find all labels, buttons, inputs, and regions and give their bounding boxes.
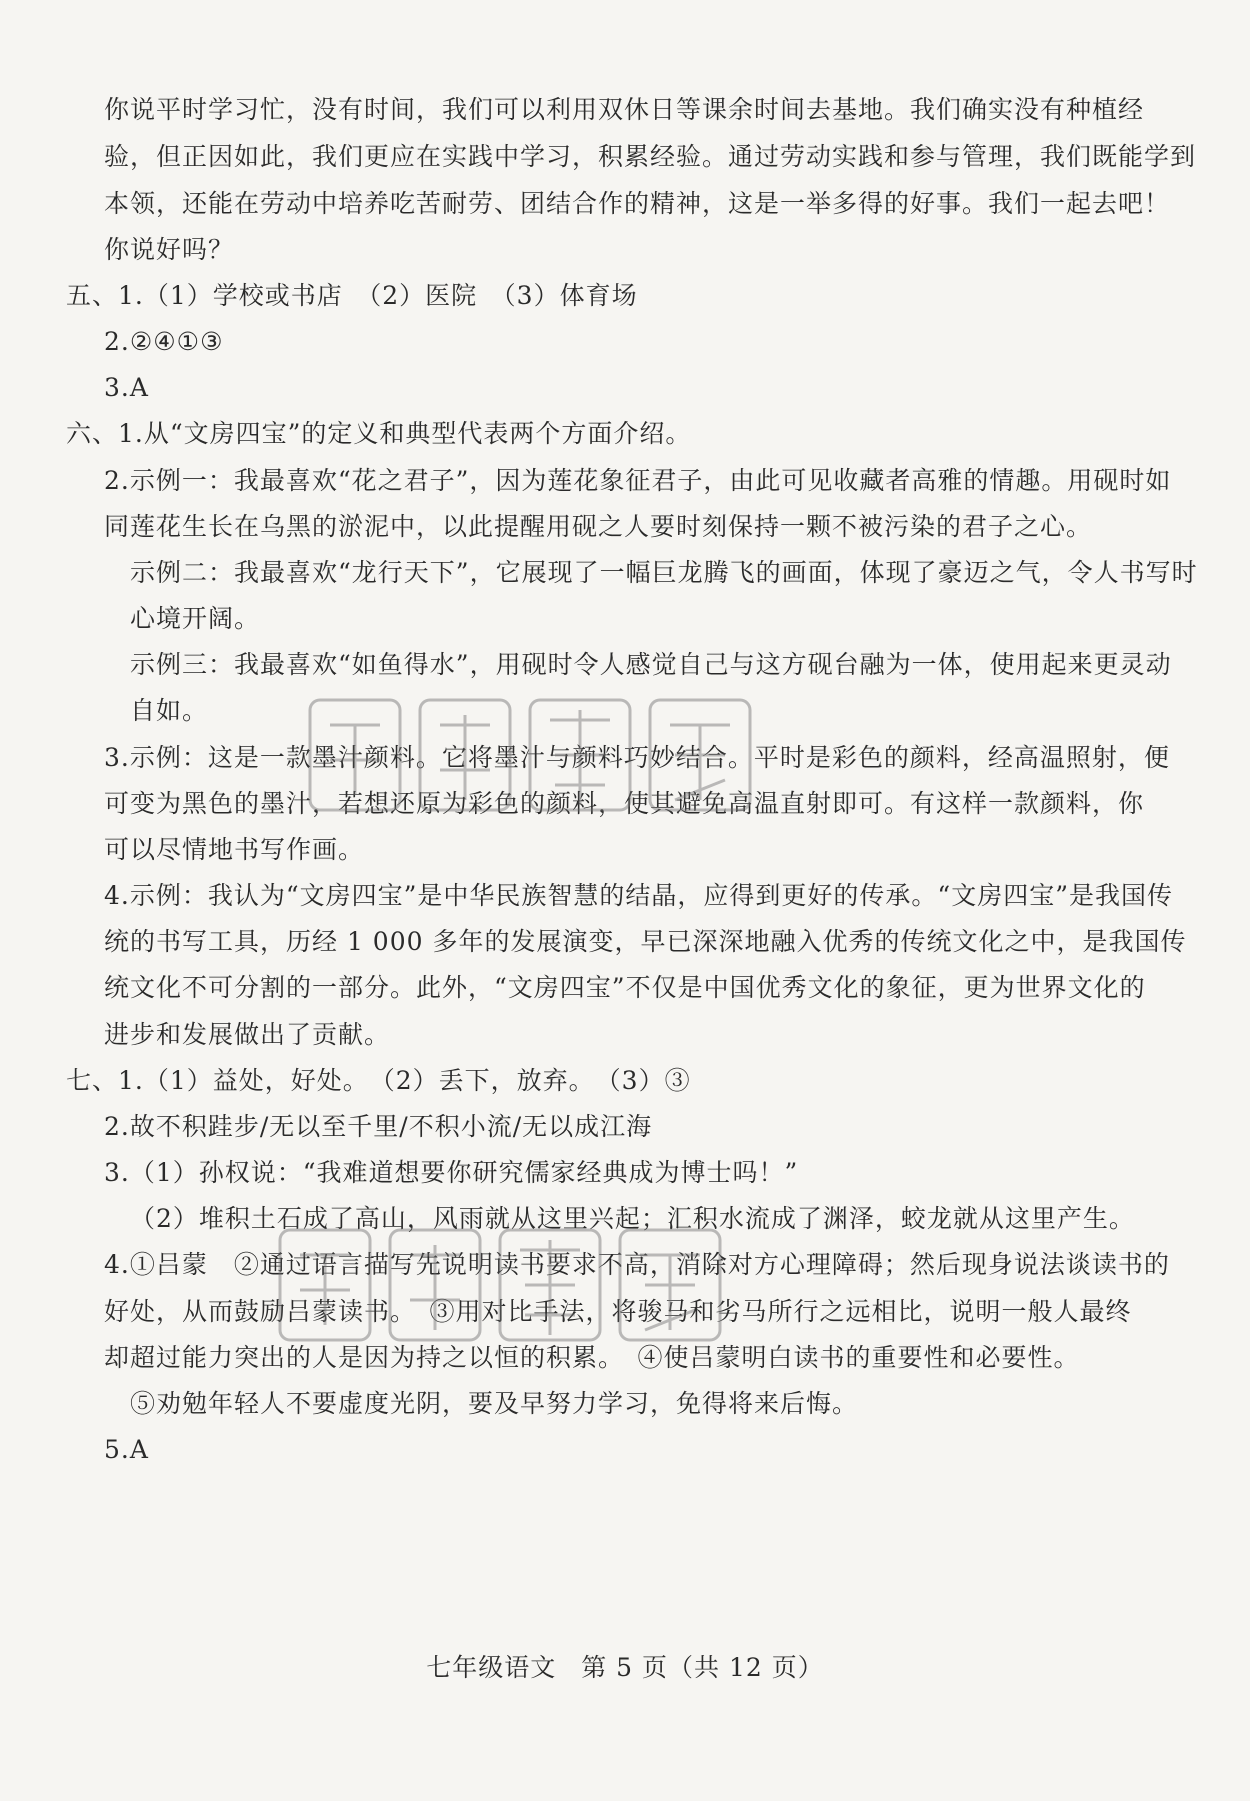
example-3: 示例三：我最喜欢“如鱼得水”，用砚时令人感觉自己与这方砚台融为一体，使用起来更灵动 <box>130 650 1172 679</box>
text-line: 你说好吗？ <box>104 235 235 264</box>
section-6-q1: 六、1.从“文房四宝”的定义和典型代表两个方面介绍。 <box>66 419 692 448</box>
text-line: 可变为黑色的墨汁，若想还原为彩色的颜料，使其避免高温直射即可。有这样一款颜料，你 <box>104 789 1145 818</box>
text-line: 却超过能力突出的人是因为持之以恒的积累。 ④使吕蒙明白读书的重要性和必要性。 <box>104 1343 1080 1372</box>
text-line: （2）堆积土石成了高山，风雨就从这里兴起；汇积水流成了渊泽，蛟龙就从这里产生。 <box>130 1204 1135 1233</box>
section-7-q1: 七、1.（1）益处，好处。 （2）丢下，放弃。 （3）③ <box>66 1066 691 1095</box>
watermark-stamp <box>300 680 760 830</box>
text-line: ⑤劝勉年轻人不要虚度光阴，要及早努力学习，免得将来后悔。 <box>130 1389 859 1418</box>
text-line: 好处，从而鼓励吕蒙读书。 ③用对比手法，将骏马和劣马所行之远相比，说明一般人最终 <box>104 1297 1132 1326</box>
example-2: 示例二：我最喜欢“龙行天下”，它展现了一幅巨龙腾飞的画面，体现了豪迈之气，令人书写时 <box>130 558 1198 587</box>
section-6-q4: 4.示例：我认为“文房四宝”是中华民族智慧的结晶，应得到更好的传承。“文房四宝”是我国传 <box>104 881 1173 910</box>
section-5-q3: 3.A <box>104 373 149 402</box>
text-line: 你说平时学习忙，没有时间，我们可以利用双休日等课余时间去基地。我们确实没有种植经 <box>104 95 1145 124</box>
section-7-q4: 4.①吕蒙 ②通过语言描写先说明读书要求不高，消除对方心理障碍；然后现身说法谈读书的 <box>104 1250 1170 1279</box>
page-footer <box>0 1652 1250 1684</box>
text-line: 可以尽情地书写作画。 <box>104 835 365 864</box>
section-7-q2: 2.故不积跬步/无以至千里/不积小流/无以成江海 <box>104 1112 653 1141</box>
text-line: 自如。 <box>130 696 209 725</box>
section-7-q5: 5.A <box>104 1435 149 1464</box>
text-line: 心境开阔。 <box>130 604 261 633</box>
text-line: 进步和发展做出了贡献。 <box>104 1020 391 1049</box>
text-line: 同莲花生长在乌黑的淤泥中，以此提醒用砚之人要时刻保持一颗不被污染的君子之心。 <box>104 512 1093 541</box>
text-line: 统的书写工具，历经 1 000 多年的发展演变，早已深深地融入优秀的传统文化之中，是我国传 <box>104 927 1187 956</box>
text-line: 统文化不可分割的一部分。此外，“文房四宝”不仅是中国优秀文化的象征，更为世界文化的 <box>104 973 1146 1002</box>
section-5-q2: 2.②④①③ <box>104 327 224 356</box>
footer-page-number: 第 5 页（共 12 页） <box>581 1653 824 1682</box>
section-5-q1: 五、1.（1）学校或书店 （2）医院 （3）体育场 <box>66 281 638 310</box>
section-6-q3: 3.示例：这是一款墨汁颜料。它将墨汁与颜料巧妙结合。平时是彩色的颜料，经高温照射，便 <box>104 743 1170 772</box>
text-line: 验，但正因如此，我们更应在实践中学习，积累经验。通过劳动实践和参与管理，我们既能学到 <box>104 142 1197 171</box>
section-7-q3: 3.（1）孙权说：“我难道想要你研究儒家经典成为博士吗！” <box>104 1158 799 1187</box>
section-6-q2: 2.示例一：我最喜欢“花之君子”，因为莲花象征君子，由此可见收藏者高雅的情趣。用砚时如 <box>104 466 1172 495</box>
watermark-stamp <box>270 1210 730 1360</box>
text-line: 本领，还能在劳动中培养吃苦耐劳、团结合作的精神，这是一举多得的好事。我们一起去吧！ <box>104 189 1171 218</box>
footer-subject: 七年级语文 <box>426 1653 557 1682</box>
